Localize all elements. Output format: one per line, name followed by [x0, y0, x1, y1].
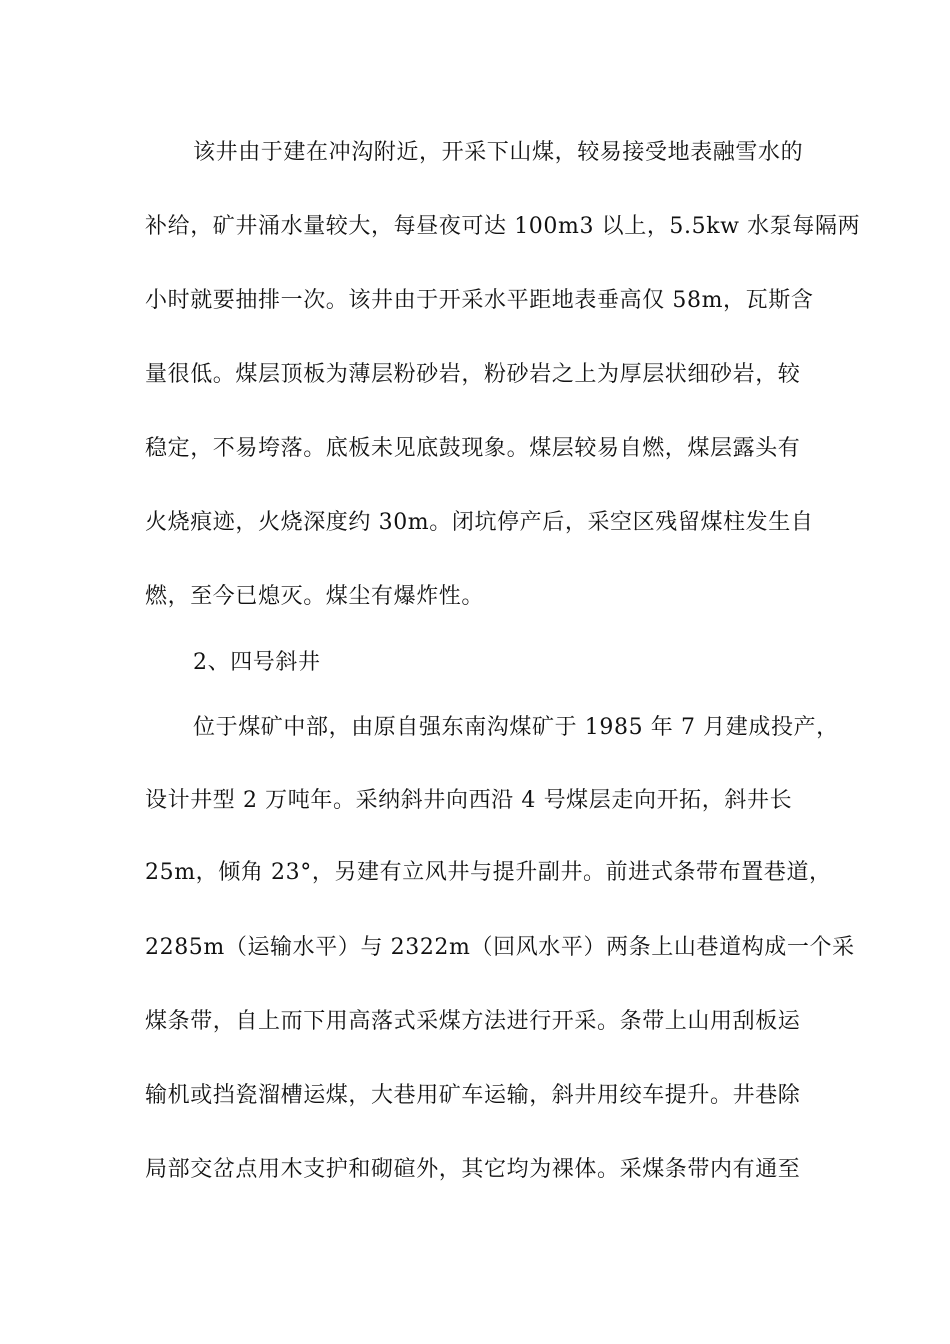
paragraph-line: 2285m（运输水平）与 2322m（回风水平）两条上山巷道构成一个采	[145, 935, 855, 960]
paragraph-line: 煤条带，自上而下用高落式采煤方法进行开采。条带上山用刮板运	[145, 1009, 801, 1034]
section-heading: 2、四号斜井	[193, 650, 321, 675]
paragraph-line: 位于煤矿中部，由原自强东南沟煤矿于 1985 年 7 月建成投产，	[193, 715, 839, 740]
paragraph-line: 小时就要抽排一次。该井由于开采水平距地表垂高仅 58m，瓦斯含	[145, 288, 814, 313]
paragraph-line: 燃，至今已熄灭。煤尘有爆炸性。	[145, 584, 485, 609]
paragraph-line: 火烧痕迹，火烧深度约 30m。闭坑停产后，采空区残留煤柱发生自	[145, 510, 814, 535]
paragraph-line: 量很低。煤层顶板为薄层粉砂岩，粉砂岩之上为厚层状细砂岩，较	[145, 362, 801, 387]
paragraph-line: 补给，矿井涌水量较大，每昼夜可达 100m3 以上，5.5kw 水泵每隔两	[145, 214, 861, 239]
paragraph-line: 25m，倾角 23°，另建有立风井与提升副井。前进式条带布置巷道，	[145, 860, 832, 885]
paragraph-line: 稳定，不易垮落。底板未见底鼓现象。煤层较易自燃，煤层露头有	[145, 436, 801, 461]
paragraph-line: 输机或挡瓷溜槽运煤，大巷用矿车运输，斜井用绞车提升。井巷除	[145, 1083, 801, 1108]
paragraph-line: 该井由于建在冲沟附近，开采下山煤，较易接受地表融雪水的	[193, 140, 804, 165]
paragraph-line: 局部交岔点用木支护和砌碹外，其它均为裸体。采煤条带内有通至	[145, 1157, 801, 1182]
paragraph-line: 设计井型 2 万吨年。采纳斜井向西沿 4 号煤层走向开拓，斜井长	[145, 788, 793, 813]
